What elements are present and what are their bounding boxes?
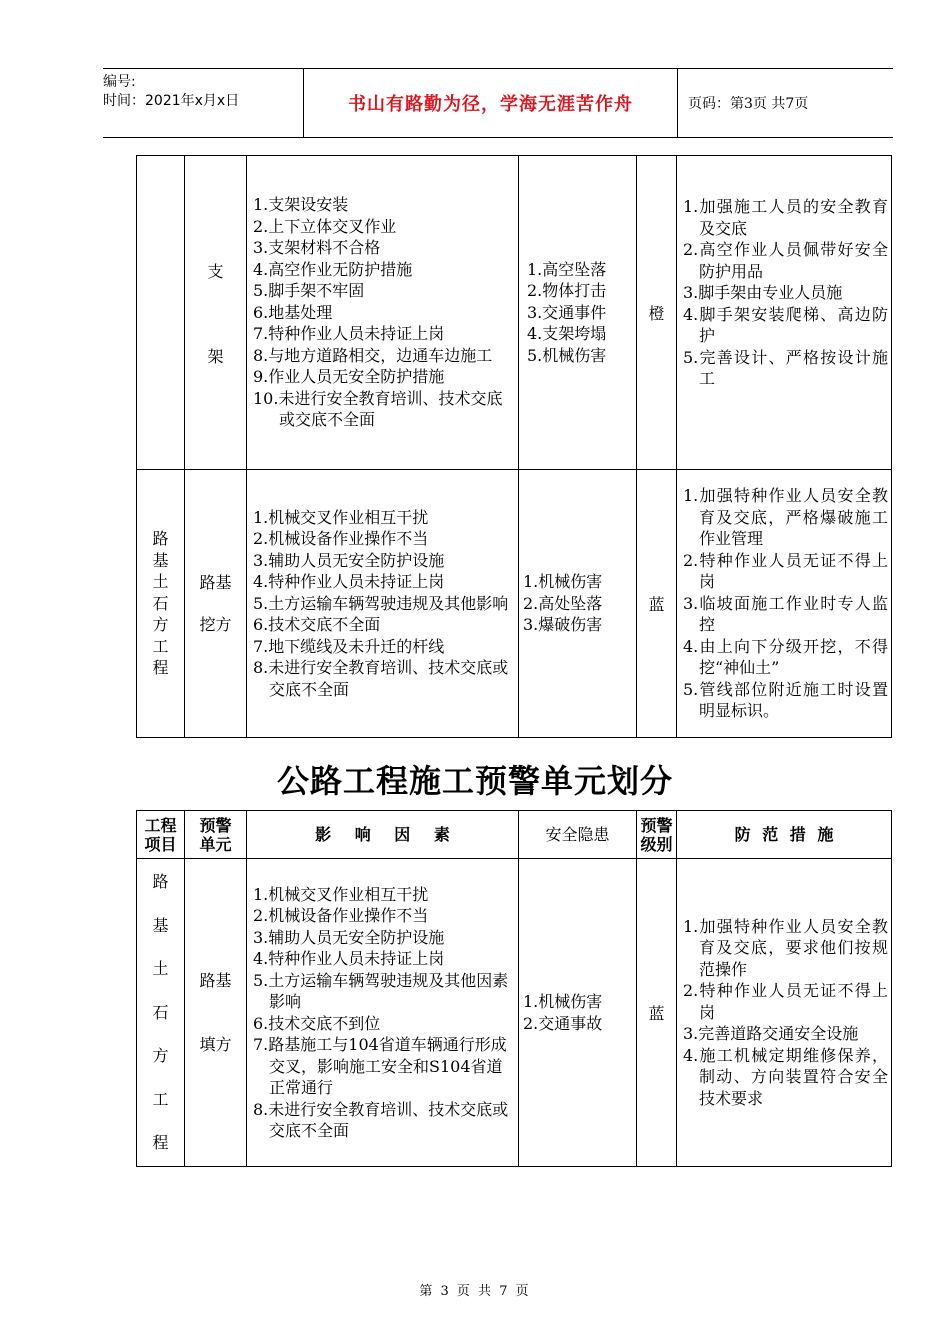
project-char: 基	[152, 915, 169, 935]
measure-list	[677, 485, 891, 722]
list-item: 2.特种作业人员无证不得上岗	[683, 981, 888, 1022]
header-text: 级别	[640, 834, 673, 854]
list-item: 1.支架设安装	[253, 195, 349, 215]
header-text: 单元	[199, 834, 232, 854]
list-item: 2.物体打击	[527, 281, 607, 301]
list-item: 6.技术交底不到位	[253, 1013, 381, 1033]
header-text: 预警	[640, 815, 673, 835]
list-item: 2.高空作业人员佩带好安全防护用品	[683, 240, 888, 281]
list-item: 1.机械交叉作业相互干扰	[253, 507, 429, 527]
list-item: 1.加强特种作业人员安全教育及交底，要求他们按规范操作	[683, 916, 888, 979]
list-item: 2.高处坠落	[523, 593, 603, 613]
list-item: 4.支架垮塌	[527, 324, 607, 344]
header-meta	[103, 69, 303, 137]
list-item: 4.特种作业人员未持证上岗	[253, 572, 445, 592]
list-item: 1.机械伤害	[523, 992, 603, 1011]
list-item: 3.爆破伤害	[523, 615, 603, 635]
factors-cell	[247, 156, 519, 470]
header-unit	[185, 811, 247, 859]
list-item: 7.地下缆线及未升迁的杆线	[253, 636, 445, 656]
list-item: 7.特种作业人员未持证上岗	[253, 324, 445, 344]
list-item: 2.特种作业人员无证不得上岗	[683, 550, 888, 592]
list-item: 1.机械交叉作业相互干扰	[253, 884, 429, 904]
list-item: 10.未进行安全教育培训、技术交底或交底不全面	[253, 388, 503, 430]
list-item: 5.脚手架不牢固	[253, 281, 365, 301]
header-hazards: 安全隐患	[519, 811, 637, 859]
project-char: 路	[152, 529, 169, 549]
header-level	[637, 811, 677, 859]
factor-list	[247, 194, 518, 431]
project-char: 工	[152, 1089, 169, 1109]
list-item: 8.与地方道路相交，边通车边施工	[253, 345, 493, 365]
project-char: 石	[152, 1002, 169, 1022]
hazards-cell	[519, 859, 637, 1167]
hazards-cell	[519, 156, 637, 470]
list-item: 4.脚手架安装爬梯、高边防护	[683, 304, 888, 345]
measure-list	[677, 196, 891, 390]
list-item: 4.施工机械定期维修保养，制动、方向装置符合安全技术要求	[683, 1045, 888, 1108]
list-item: 5.完善设计、严格按设计施工	[683, 347, 888, 388]
factor-list	[247, 507, 518, 701]
list-item: 3.交通事件	[527, 302, 607, 322]
list-item: 1.机械伤害	[523, 572, 603, 592]
list-item: 2.上下立体交叉作业	[253, 216, 397, 236]
list-item: 8.未进行安全教育培训、技术交底或交底不全面	[253, 658, 509, 699]
list-item: 1.高空坠落	[527, 259, 607, 279]
document-number-label: 编号:	[103, 74, 136, 90]
warning-level-cell: 蓝	[637, 859, 677, 1167]
unit-cell-support	[185, 156, 247, 470]
list-item: 2.机械设备作业操作不当	[253, 529, 429, 549]
factors-cell	[247, 470, 519, 738]
list-item: 5.管线部位附近施工时设置明显标识。	[683, 679, 888, 721]
list-item: 9.作业人员无安全防护措施	[253, 367, 445, 387]
project-cell-subgrade	[137, 859, 185, 1167]
list-item: 6.地基处理	[253, 302, 333, 322]
hazard-list	[519, 259, 636, 367]
unit-line: 路基	[199, 970, 232, 990]
document-time-label: 时间：2021年x月x日	[103, 93, 240, 109]
project-char: 方	[152, 615, 169, 635]
warning-level-cell: 橙	[637, 156, 677, 470]
list-item: 2.交通事故	[523, 1013, 603, 1033]
table-header-row	[137, 811, 892, 859]
unit-cell-excavation	[185, 470, 247, 738]
header-text: 预警	[199, 815, 232, 835]
project-char: 工	[152, 636, 169, 656]
measures-cell	[677, 156, 892, 470]
list-item: 1.加强施工人员的安全教育及交底	[683, 197, 888, 238]
list-item: 5.土方运输车辆驾驶违规及其他因素影响	[253, 970, 509, 1011]
warning-unit-table-continued	[136, 155, 892, 738]
project-char: 基	[152, 550, 169, 570]
section-title: 公路工程施工预警单元划分	[276, 762, 673, 800]
list-item: 5.机械伤害	[527, 345, 607, 365]
list-item: 3.支架材料不合格	[253, 238, 381, 258]
project-char: 方	[152, 1046, 169, 1066]
header-project	[137, 811, 185, 859]
table-row-subgrade-excavation	[137, 470, 892, 738]
header-motto: 书山有路勤为径，学海无涯苦作舟	[348, 94, 633, 115]
project-char: 石	[152, 593, 169, 613]
unit-line: 挖方	[199, 614, 232, 634]
list-item: 4.特种作业人员未持证上岗	[253, 949, 445, 968]
unit-line: 填方	[199, 1034, 232, 1054]
header-text: 项目	[144, 834, 177, 854]
header-page-info: 页码：第3页 共7页	[688, 96, 809, 112]
header-text: 工程	[144, 815, 177, 835]
unit-line: 路基	[199, 572, 232, 592]
project-char: 程	[152, 658, 169, 678]
list-item: 3.辅助人员无安全防护设施	[253, 550, 445, 570]
header-motto-cell	[303, 69, 678, 137]
list-item: 4.由上向下分级开挖，不得挖“神仙土”	[683, 636, 888, 678]
project-char: 程	[152, 1133, 169, 1153]
hazard-list	[519, 991, 636, 1034]
header-factors: 影 响 因 素	[247, 811, 519, 859]
list-item: 5.土方运输车辆驾驶违规及其他影响	[253, 593, 509, 613]
list-item: 3.完善道路交通安全设施	[683, 1024, 859, 1044]
list-item: 6.技术交底不全面	[253, 615, 381, 635]
measures-cell	[677, 859, 892, 1167]
unit-char: 支	[207, 261, 224, 281]
project-char: 土	[152, 572, 169, 592]
list-item: 4.高空作业无防护措施	[253, 259, 413, 279]
list-item: 3.辅助人员无安全防护设施	[253, 927, 445, 947]
list-item: 7.路基施工与104省道车辆通行形成交叉，影响施工安全和S104省道正常通行	[253, 1035, 507, 1097]
warning-level-cell: 蓝	[637, 470, 677, 738]
project-char: 土	[152, 959, 169, 979]
page-footer: 第 3 页 共 7 页	[419, 1284, 531, 1299]
hazard-list	[519, 571, 636, 636]
factor-list	[247, 884, 518, 1142]
unit-char: 架	[207, 346, 224, 366]
page-header	[103, 68, 893, 138]
project-char: 路	[152, 872, 169, 892]
list-item: 2.机械设备作业操作不当	[253, 906, 429, 925]
project-cell-subgrade	[137, 470, 185, 738]
measures-cell	[677, 470, 892, 738]
table-row-subgrade-fill	[137, 859, 892, 1167]
measure-list	[677, 916, 891, 1110]
list-item: 1.加强特种作业人员安全教育及交底，严格爆破施工作业管理	[683, 486, 888, 549]
list-item: 8.未进行安全教育培训、技术交底或交底不全面	[253, 1099, 509, 1140]
table-row-support	[137, 156, 892, 470]
list-item: 3.脚手架由专业人员施	[683, 283, 843, 302]
warning-unit-table	[136, 810, 892, 1167]
factors-cell	[247, 859, 519, 1167]
unit-cell-fill	[185, 859, 247, 1167]
list-item: 3.临坡面施工作业时专人监控	[683, 593, 888, 635]
project-cell-empty	[137, 156, 185, 470]
hazards-cell	[519, 470, 637, 738]
header-measures: 防 范 措 施	[677, 811, 892, 859]
